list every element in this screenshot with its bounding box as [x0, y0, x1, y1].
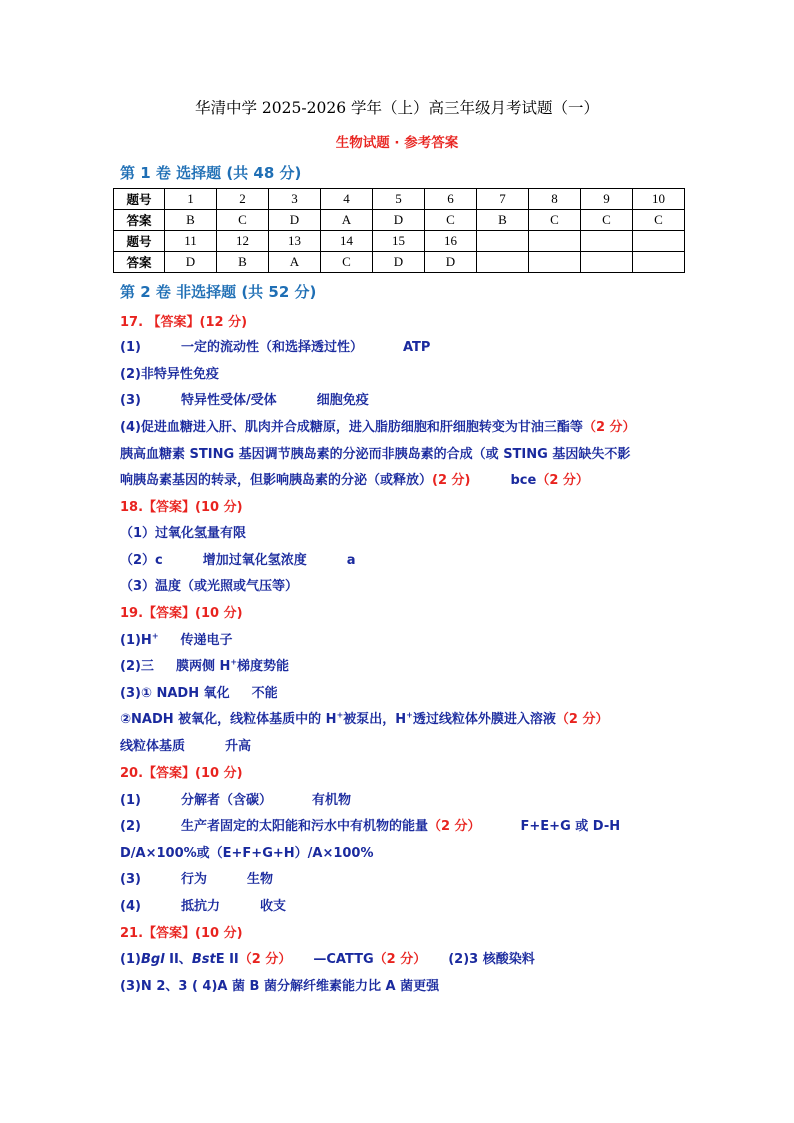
q18-line-1: （1）过氧化氢量有限	[120, 526, 247, 541]
q18-heading: 18.【答案】(10 分)	[120, 500, 243, 515]
question-number: 1	[165, 189, 217, 210]
empty-cell	[477, 252, 529, 273]
choice-answer-table	[113, 188, 685, 273]
q17-line-6: 响胰岛素基因的转录，但影响胰岛素的分泌（或释放）(2 分) bce（2 分）	[120, 473, 589, 488]
answer-cell: A	[269, 252, 321, 273]
q19-heading: 19.【答案】(10 分)	[120, 606, 243, 621]
q20-line-1: (1) 分解者（含碳） 有机物	[120, 793, 351, 808]
question-number: 16	[425, 231, 477, 252]
page-title: 华清中学 2025-2026 学年（上）高三年级月考试题（一）	[195, 99, 599, 117]
answer-cell: D	[165, 252, 217, 273]
question-number: 5	[373, 189, 425, 210]
q17-heading: 17. 【答案】(12 分)	[120, 315, 248, 330]
answer-cell: D	[425, 252, 477, 273]
answer-cell: B	[165, 210, 217, 231]
question-number: 8	[529, 189, 581, 210]
question-number: 7	[477, 189, 529, 210]
question-number: 6	[425, 189, 477, 210]
empty-cell	[633, 252, 685, 273]
q19-line-2: (2)三 膜两侧 H+梯度势能	[120, 657, 290, 674]
answer-cell: D	[373, 252, 425, 273]
empty-cell	[529, 231, 581, 252]
part1-heading: 第 1 卷 选择题 (共 48 分)	[120, 164, 302, 182]
q21-heading: 21.【答案】(10 分)	[120, 926, 243, 941]
table-row	[114, 210, 685, 231]
row-label-answer: 答案	[114, 210, 165, 231]
q17-line-4: (4)促进血糖进入肝、肌肉并合成糖原，进入脂肪细胞和肝细胞转变为甘油三酯等（2 分）	[120, 420, 636, 435]
table-row	[114, 189, 685, 210]
q18-line-2: （2）c 增加过氧化氢浓度 a	[120, 553, 356, 568]
question-number: 14	[321, 231, 373, 252]
answer-cell: C	[633, 210, 685, 231]
q17-line-3: (3) 特异性受体/受体 细胞免疫	[120, 393, 369, 408]
question-number: 9	[581, 189, 633, 210]
empty-cell	[581, 252, 633, 273]
q20-heading: 20.【答案】(10 分)	[120, 766, 243, 781]
q17-line-1: (1) 一定的流动性（和选择透过性） ATP	[120, 340, 431, 355]
answer-cell: B	[217, 252, 269, 273]
q21-line-2: (3)N 2、3 ( 4)A 菌 B 菌分解纤维素能力比 A 菌更强	[120, 979, 440, 994]
question-number: 4	[321, 189, 373, 210]
question-number: 15	[373, 231, 425, 252]
q19-line-1: (1)H+ 传递电子	[120, 631, 233, 648]
table-row	[114, 231, 685, 252]
q17-line-2: (2)非特异性免疫	[120, 367, 219, 382]
q20-line-2: (2) 生产者固定的太阳能和污水中有机物的能量（2 分） F+E+G 或 D-H	[120, 819, 621, 834]
row-label-question: 题号	[114, 189, 165, 210]
answer-cell: C	[581, 210, 633, 231]
answer-cell: D	[373, 210, 425, 231]
answer-cell: C	[529, 210, 581, 231]
empty-cell	[581, 231, 633, 252]
empty-cell	[529, 252, 581, 273]
row-label-question: 题号	[114, 231, 165, 252]
answer-cell: A	[321, 210, 373, 231]
question-number: 13	[269, 231, 321, 252]
question-number: 2	[217, 189, 269, 210]
answer-cell: C	[425, 210, 477, 231]
part2-heading: 第 2 卷 非选择题 (共 52 分)	[120, 283, 317, 301]
q21-line-1: (1)Bgl II、BstE II（2 分） —CATTG（2 分） (2)3 核酸染料	[120, 952, 535, 967]
q19-line-4: ②NADH 被氧化，线粒体基质中的 H+被泵出，H+透过线粒体外膜进入溶液（2 分）	[120, 710, 609, 727]
table-row	[114, 252, 685, 273]
row-label-answer: 答案	[114, 252, 165, 273]
answer-cell: C	[321, 252, 373, 273]
question-number: 11	[165, 231, 217, 252]
question-number: 3	[269, 189, 321, 210]
page-subtitle: 生物试题 · 参考答案	[335, 135, 459, 151]
q18-line-3: （3）温度（或光照或气压等）	[120, 579, 299, 594]
q19-line-5: 线粒体基质 升高	[120, 739, 252, 754]
answer-cell: D	[269, 210, 321, 231]
answer-cell: C	[217, 210, 269, 231]
q19-line-3: (3)① NADH 氧化 不能	[120, 686, 278, 701]
q20-line-5: (4) 抵抗力 收支	[120, 899, 286, 914]
q20-line-4: (3) 行为 生物	[120, 872, 273, 887]
q20-line-3: D/A×100%或（E+F+G+H）/A×100%	[120, 846, 374, 861]
empty-cell	[633, 231, 685, 252]
answer-cell: B	[477, 210, 529, 231]
empty-cell	[477, 231, 529, 252]
question-number: 10	[633, 189, 685, 210]
q17-line-5: 胰高血糖素 STING 基因调节胰岛素的分泌而非胰岛素的合成（或 STING 基因缺失不影	[120, 447, 631, 462]
question-number: 12	[217, 231, 269, 252]
